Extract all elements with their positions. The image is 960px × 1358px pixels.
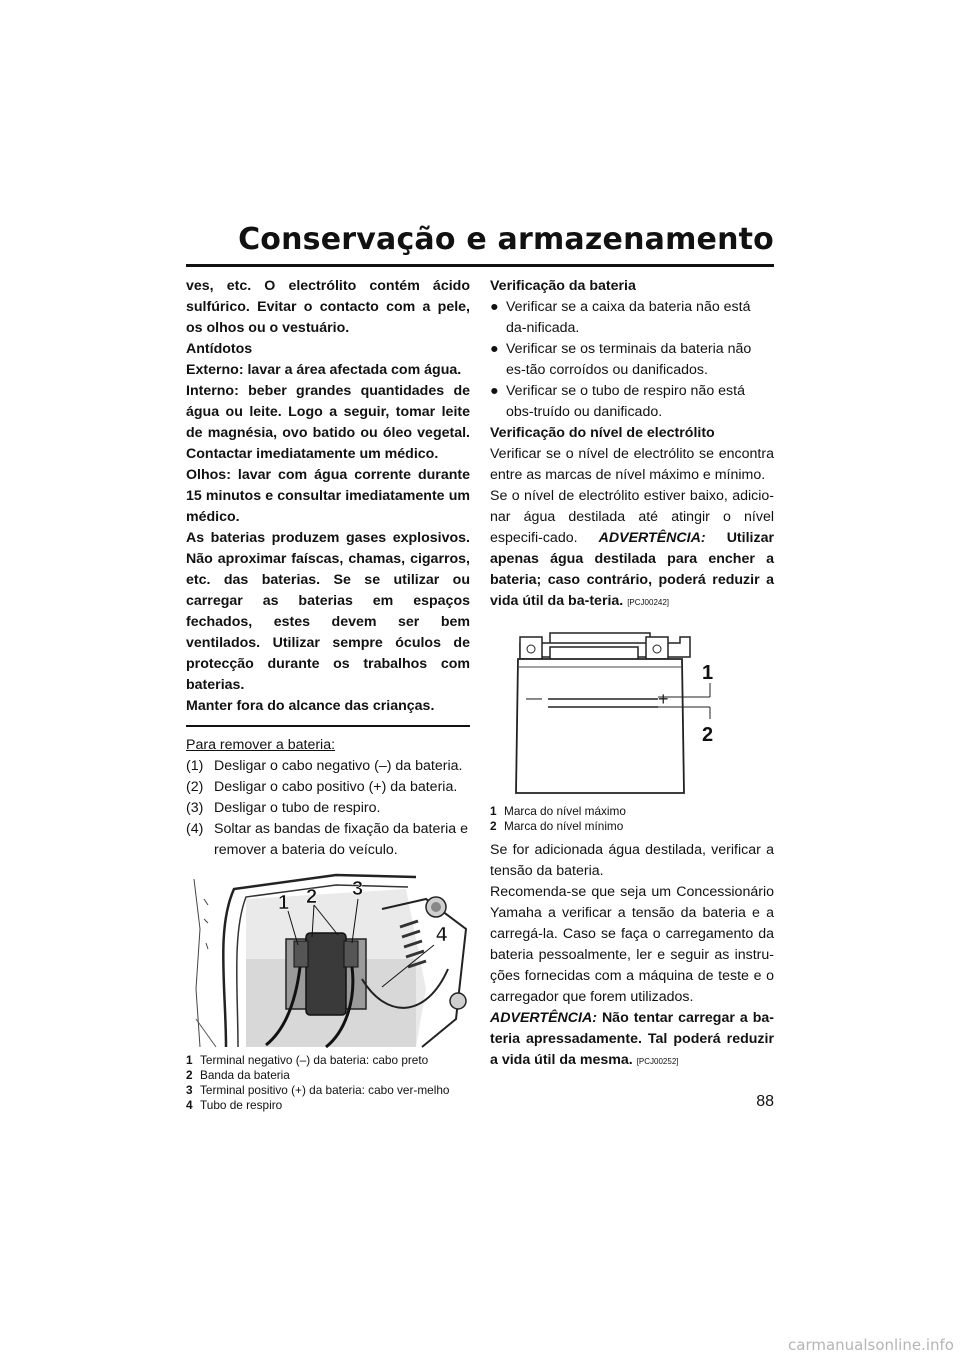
step-number: (3): [186, 800, 204, 816]
figure-label-2: 2: [306, 886, 318, 908]
battery-level-figure: [490, 623, 774, 798]
warning-block: [186, 276, 470, 727]
plus-sign: +: [658, 689, 669, 709]
figure-caption: [186, 1083, 470, 1098]
bullet-icon: ●: [490, 299, 499, 315]
caption-number: 4: [186, 1098, 193, 1112]
advertencia-label: ADVERTÊNCIA:: [490, 1010, 597, 1026]
caption-number: 3: [186, 1083, 193, 1097]
level-paragraph-2-text: Se o nível de electrólito estiver baixo, adicio-nar água destilada até atingir o nível especifi-cado.: [490, 488, 774, 546]
figure-caption: [490, 804, 774, 819]
caption-text: Marca do nível máximo: [504, 804, 626, 818]
minus-sign: —: [526, 690, 542, 707]
list-item: [490, 381, 774, 423]
caption-text: Terminal negativo (–) da bateria: cabo preto: [200, 1053, 429, 1067]
figure-label-4: 4: [436, 924, 448, 946]
level-paragraph-2: [490, 486, 774, 613]
paragraph-distilled: Se for adicionada água destilada, verificar a tensão da bateria.: [490, 842, 774, 879]
figure-caption: [186, 1053, 470, 1068]
warning-eyes: Olhos: lavar com água corrente durante 15 minutos e consultar imediatamente um médico.: [186, 467, 470, 525]
step-number: (1): [186, 758, 204, 774]
caption-text: Banda da bateria: [200, 1068, 290, 1082]
bullet-text: Verificar se a caixa da bateria não está da-nificada.: [506, 299, 751, 336]
page-number: 88: [756, 1093, 774, 1110]
step-number: (2): [186, 779, 204, 795]
remove-heading: Para remover a bateria:: [186, 737, 336, 753]
step-item: [186, 756, 470, 777]
figure-label-3: 3: [352, 878, 364, 900]
figure-caption: [186, 1068, 470, 1083]
reference-code: [PCJ00242]: [627, 598, 670, 607]
level-heading: Verificação do nível de electrólito: [490, 425, 715, 441]
step-text: Desligar o cabo negativo (–) da bateria.: [214, 758, 463, 774]
warning-text-1: ves, etc. O electrólito contém ácido sulfúrico. Evitar o contacto com a pele, os olhos ou o vestuário.: [186, 278, 470, 336]
left-column: [186, 276, 470, 1113]
header-rule: [186, 264, 774, 267]
figure-label-1: 1: [278, 892, 290, 914]
list-item: [490, 339, 774, 381]
warning-external: Externo: lavar a área afectada com água.: [186, 362, 462, 378]
level-warning-text: Utilizar apenas água destilada para encher a bateria; caso contrário, poderá reduzir a vida útil da ba-teria.: [490, 530, 774, 609]
figure-caption: [490, 819, 774, 834]
battery-label-2: 2: [702, 724, 714, 746]
caption-number: 2: [186, 1068, 193, 1082]
step-text: Desligar o tubo de respiro.: [214, 800, 381, 816]
step-item: [186, 819, 470, 861]
caption-number: 1: [490, 804, 497, 818]
level-paragraph-1: Verificar se o nível de electrólito se encontra entre as marcas de nível máximo e mínimo.: [490, 446, 774, 483]
step-item: [186, 777, 470, 798]
warning-explosive: As baterias produzem gases explosivos. Não aproximar faíscas, chamas, cigarros, etc. das baterias. Se se utilizar ou carregar as baterias em espaços fechados, estes devem ser bem ventilados. Utilizar sempre óculos de protecção durante os trabalhos com baterias.: [186, 530, 470, 693]
charge-warning-text: Não tentar carregar a ba-teria apressadamente. Tal poderá reduzir a vida útil da mesma.: [490, 1010, 775, 1068]
bullet-text: Verificar se os terminais da bateria não es-tão corroídos ou danificados.: [506, 341, 752, 378]
paragraph-charge-warning: [490, 1008, 774, 1072]
battery-compartment-figure: [186, 869, 470, 1049]
caption-text: Tubo de respiro: [200, 1098, 283, 1112]
warning-end-rule: [186, 725, 470, 727]
warning-antidotes-heading: Antídotos: [186, 341, 253, 357]
right-column: [490, 276, 774, 1072]
step-text: Desligar o cabo positivo (+) da bateria.: [214, 779, 458, 795]
list-item: [490, 297, 774, 339]
watermark: carmanualsonline.info: [788, 1336, 954, 1354]
step-text: Soltar as bandas de fixação da bateria e remover a bateria do veículo.: [214, 821, 468, 858]
advertencia-label: ADVERTÊNCIA:: [598, 530, 706, 546]
warning-children: Manter fora do alcance das crianças.: [186, 698, 435, 714]
warning-internal: Interno: beber grandes quantidades de água ou leite. Logo a seguir, tomar leite de magnésia, ovo batido ou óleo vegetal. Contactar imediatamente um médico.: [186, 383, 470, 462]
caption-number: 2: [490, 819, 497, 833]
paragraph-recommend: Recomenda-se que seja um Concessionário Yamaha a verificar a tensão da bateria e a carregá-la. Caso se faça o carregamento da bateria pessoalmente, ler e seguir as instru-ções fornecidas com a máquina de teste e o carregador que forem utilizados.: [490, 884, 774, 1005]
page-title: Conservação e armazenamento: [238, 222, 774, 257]
bullet-text: Verificar se o tubo de respiro não está obs-truído ou danificado.: [506, 383, 745, 420]
figure-caption: [186, 1098, 470, 1113]
caption-text: Terminal positivo (+) da bateria: cabo ver-melho: [200, 1083, 450, 1097]
reference-code: [PCJ00252]: [636, 1057, 679, 1066]
step-number: (4): [186, 821, 204, 837]
caption-number: 1: [186, 1053, 193, 1067]
caption-text: Marca do nível mínimo: [504, 819, 624, 833]
check-heading: Verificação da bateria: [490, 278, 636, 294]
bullet-icon: ●: [490, 383, 499, 399]
battery-label-1: 1: [702, 662, 714, 684]
step-item: [186, 798, 470, 819]
bullet-icon: ●: [490, 341, 499, 357]
